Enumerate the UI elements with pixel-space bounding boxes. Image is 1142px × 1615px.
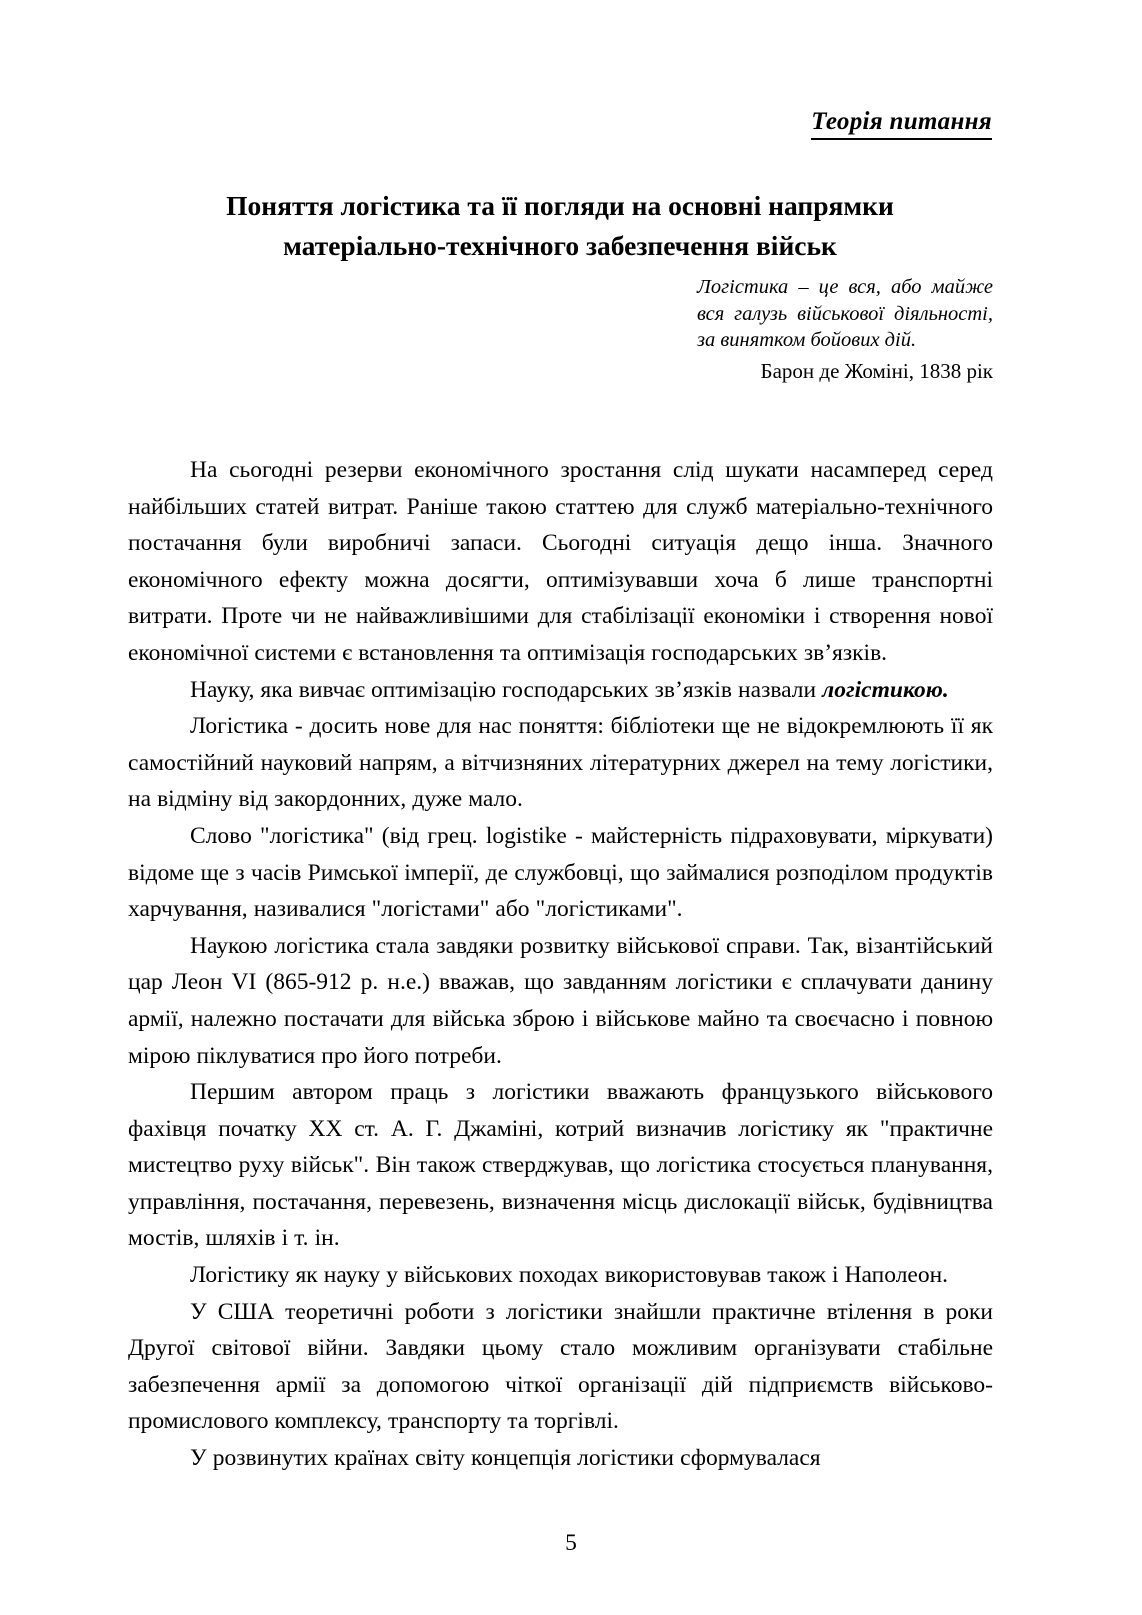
paragraph-4: Слово "логістика" (від грец. logistike - майстерність підраховувати, міркувати) відоме ще з часів Римської імперії, де службовці, що займалися розподілом продуктів харчування, називалися "логістами" або "логістиками". [128,822,993,923]
page-title [128,186,992,266]
paragraph-6: Першим автором праць з логістики вважають французького військового фахівця початку XX ст. А. Г. Джаміні, котрий визначив логістику як "практичне мистецтво руху військ". Він також стверджував, що логістика стосується планування, управління, постачання, перевезень, визначення місць дислокації військ, будівництва мостів, шляхів і т. ін. [128,1079,993,1252]
epigraph-quote: Логістика – це вся, або майже вся галузь військової діяльності, за винятком бойових дій. [697,276,993,351]
page-title-line-2: матеріально-технічного забезпечення військ [283,230,837,262]
running-header-text: Теорія питання [811,108,992,140]
paragraph-9: У розвинутих країнах світу концепція логістики сформувалася [190,1445,821,1472]
paragraph-8: У США теоретичні роботи з логістики знайшли практичне втілення в роки Другої світової війни. Завдяки цьому стало можливим організувати стабільне забезпечення армії за допомогою чіткої організації дій підприємств військово-промислового комплексу, транспорту та торгівлі. [128,1298,993,1435]
paragraph-5: Наукою логістика стала завдяки розвитку військової справи. Так, візантійський цар Леон VI (865-912 р. н.е.) вважав, що завданням логістики є сплачувати данину армії, належно постачати для війська зброю і військове майно та своєчасно і повною мірою піклуватися про його потреби. [128,932,993,1069]
page-title-line-1: Поняття логістика та її погляди на основні напрямки [226,190,894,222]
term-logistics-emphasis: логістикою. [822,676,949,703]
paragraph-2-lead: Науку, яка вивчає оптимізацію господарських зв’язків назвали [190,676,823,703]
paragraph-3: Логістика - досить нове для нас поняття: бібліотеки ще не відокремлюють її як самостійний науковий напрям, а вітчизняних літературних джерел на тему логістики, на відміну від закордонних, дуже мало. [128,713,993,813]
paragraph-7: Логістику як науку у військових походах використовував також і Наполеон. [190,1262,949,1289]
running-header [128,108,992,140]
paragraph-2 [128,672,993,709]
page-number: 5 [565,1530,577,1556]
paragraph-1: На сьогодні резерви економічного зростання слід шукати насамперед серед найбільших статей витрат. Раніше такою статтею для служб матеріально-технічного постачання були виробничі запаси. Сьогодні ситуація дещо інша. Значного економічного ефекту можна досягти, оптимізувавши хоча б лише транспортні витрати. Проте чи не найважливішими для стабілізації економіки і створення нової економічної системи є встановлення та оптимізація господарських зв’язків. [128,457,993,666]
epigraph-source: Барон де Жоміні, 1838 рік [760,358,993,383]
epigraph-block [697,274,993,384]
body-text [128,452,993,1477]
